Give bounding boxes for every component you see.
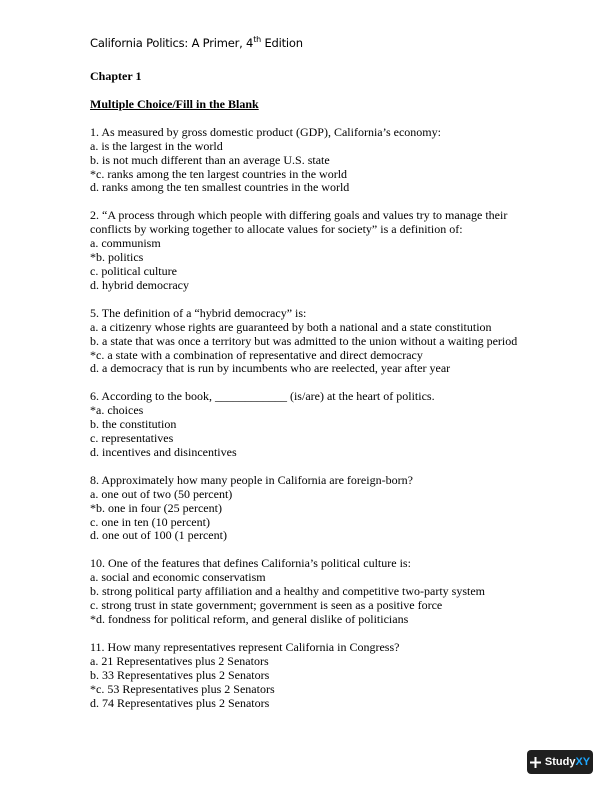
header-title-suffix: Edition (261, 36, 303, 50)
answer-option: *a. choices (90, 403, 144, 418)
badge-brand-name (545, 756, 590, 768)
answer-option: b. strong political party affiliation and a healthy and competitive two-party system (90, 584, 486, 599)
question-text: 6. According to the book, ____________ (is/are) at the heart of politics. (90, 389, 435, 404)
answer-option: d. one out of 100 (1 percent) (90, 528, 227, 543)
question-10 (90, 557, 550, 627)
answer-option: a. a citizenry whose rights are guaranteed by both a national and a state constitution (90, 319, 492, 334)
answer-option: b. 33 Representatives plus 2 Senators (90, 667, 270, 682)
page-header (90, 36, 303, 50)
question-6 (90, 390, 550, 460)
answer-option: *b. one in four (25 percent) (90, 500, 222, 515)
question-text: 2. “A process through which people with differing goals and values try to manage their conflicts by working together to allocate values for society” is a definition of: (90, 208, 508, 237)
question-text: 5. The definition of a “hybrid democracy” is: (90, 305, 307, 320)
question-5 (90, 307, 550, 377)
answer-option: a. 21 Representatives plus 2 Senators (90, 653, 269, 668)
answer-option: c. one in ten (10 percent) (90, 514, 210, 529)
answer-option: c. strong trust in state government; government is seen as a positive force (90, 598, 443, 613)
question-text: 11. How many representatives represent California in Congress? (90, 639, 400, 654)
question-2 (90, 209, 550, 292)
answer-option: *b. politics (90, 250, 144, 265)
question-text: 1. As measured by gross domestic product (GDP), California’s economy: (90, 124, 441, 139)
question-text: 8. Approximately how many people in California are foreign-born? (90, 472, 413, 487)
answer-option: c. political culture (90, 263, 177, 278)
answer-option: d. ranks among the ten smallest countries in the world (90, 180, 350, 195)
answer-option: *c. a state with a combination of representative and direct democracy (90, 347, 423, 362)
header-title-sup: th (253, 35, 261, 45)
answer-option: a. social and economic conservatism (90, 570, 266, 585)
answer-option: *d. fondness for political reform, and general dislike of politicians (90, 612, 409, 626)
document-body (90, 70, 550, 724)
question-1 (90, 126, 550, 196)
question-11 (90, 641, 550, 711)
answer-option: d. 74 Representatives plus 2 Senators (90, 695, 270, 710)
answer-option: d. incentives and disincentives (90, 444, 237, 459)
answer-option: c. representatives (90, 431, 174, 446)
answer-option: d. hybrid democracy (90, 277, 189, 292)
answer-option: a. one out of two (50 percent) (90, 486, 233, 501)
studyxy-badge[interactable] (527, 750, 593, 774)
answer-option: *c. ranks among the ten largest countries in the world (90, 166, 348, 181)
answer-option: b. a state that was once a territory but was admitted to the union without a waiting period (90, 333, 518, 348)
header-title-prefix: California Politics: A Primer, 4 (90, 36, 254, 50)
plus-icon (530, 757, 541, 768)
chapter-title: Chapter 1 (90, 69, 142, 83)
answer-option: b. the constitution (90, 417, 177, 432)
answer-option: d. a democracy that is run by incumbents who are reelected, year after year (90, 361, 451, 376)
question-text: 10. One of the features that defines California’s political culture is: (90, 556, 411, 571)
section-title: Multiple Choice/Fill in the Blank (90, 96, 259, 111)
badge-name-accent: XY (575, 756, 591, 768)
answer-option: a. communism (90, 236, 161, 251)
answer-option: a. is the largest in the world (90, 138, 223, 153)
question-8 (90, 474, 550, 544)
answer-option: *c. 53 Representatives plus 2 Senators (90, 681, 275, 696)
answer-option: b. is not much different than an average U.S. state (90, 152, 330, 167)
badge-name-main: Study (544, 756, 576, 768)
